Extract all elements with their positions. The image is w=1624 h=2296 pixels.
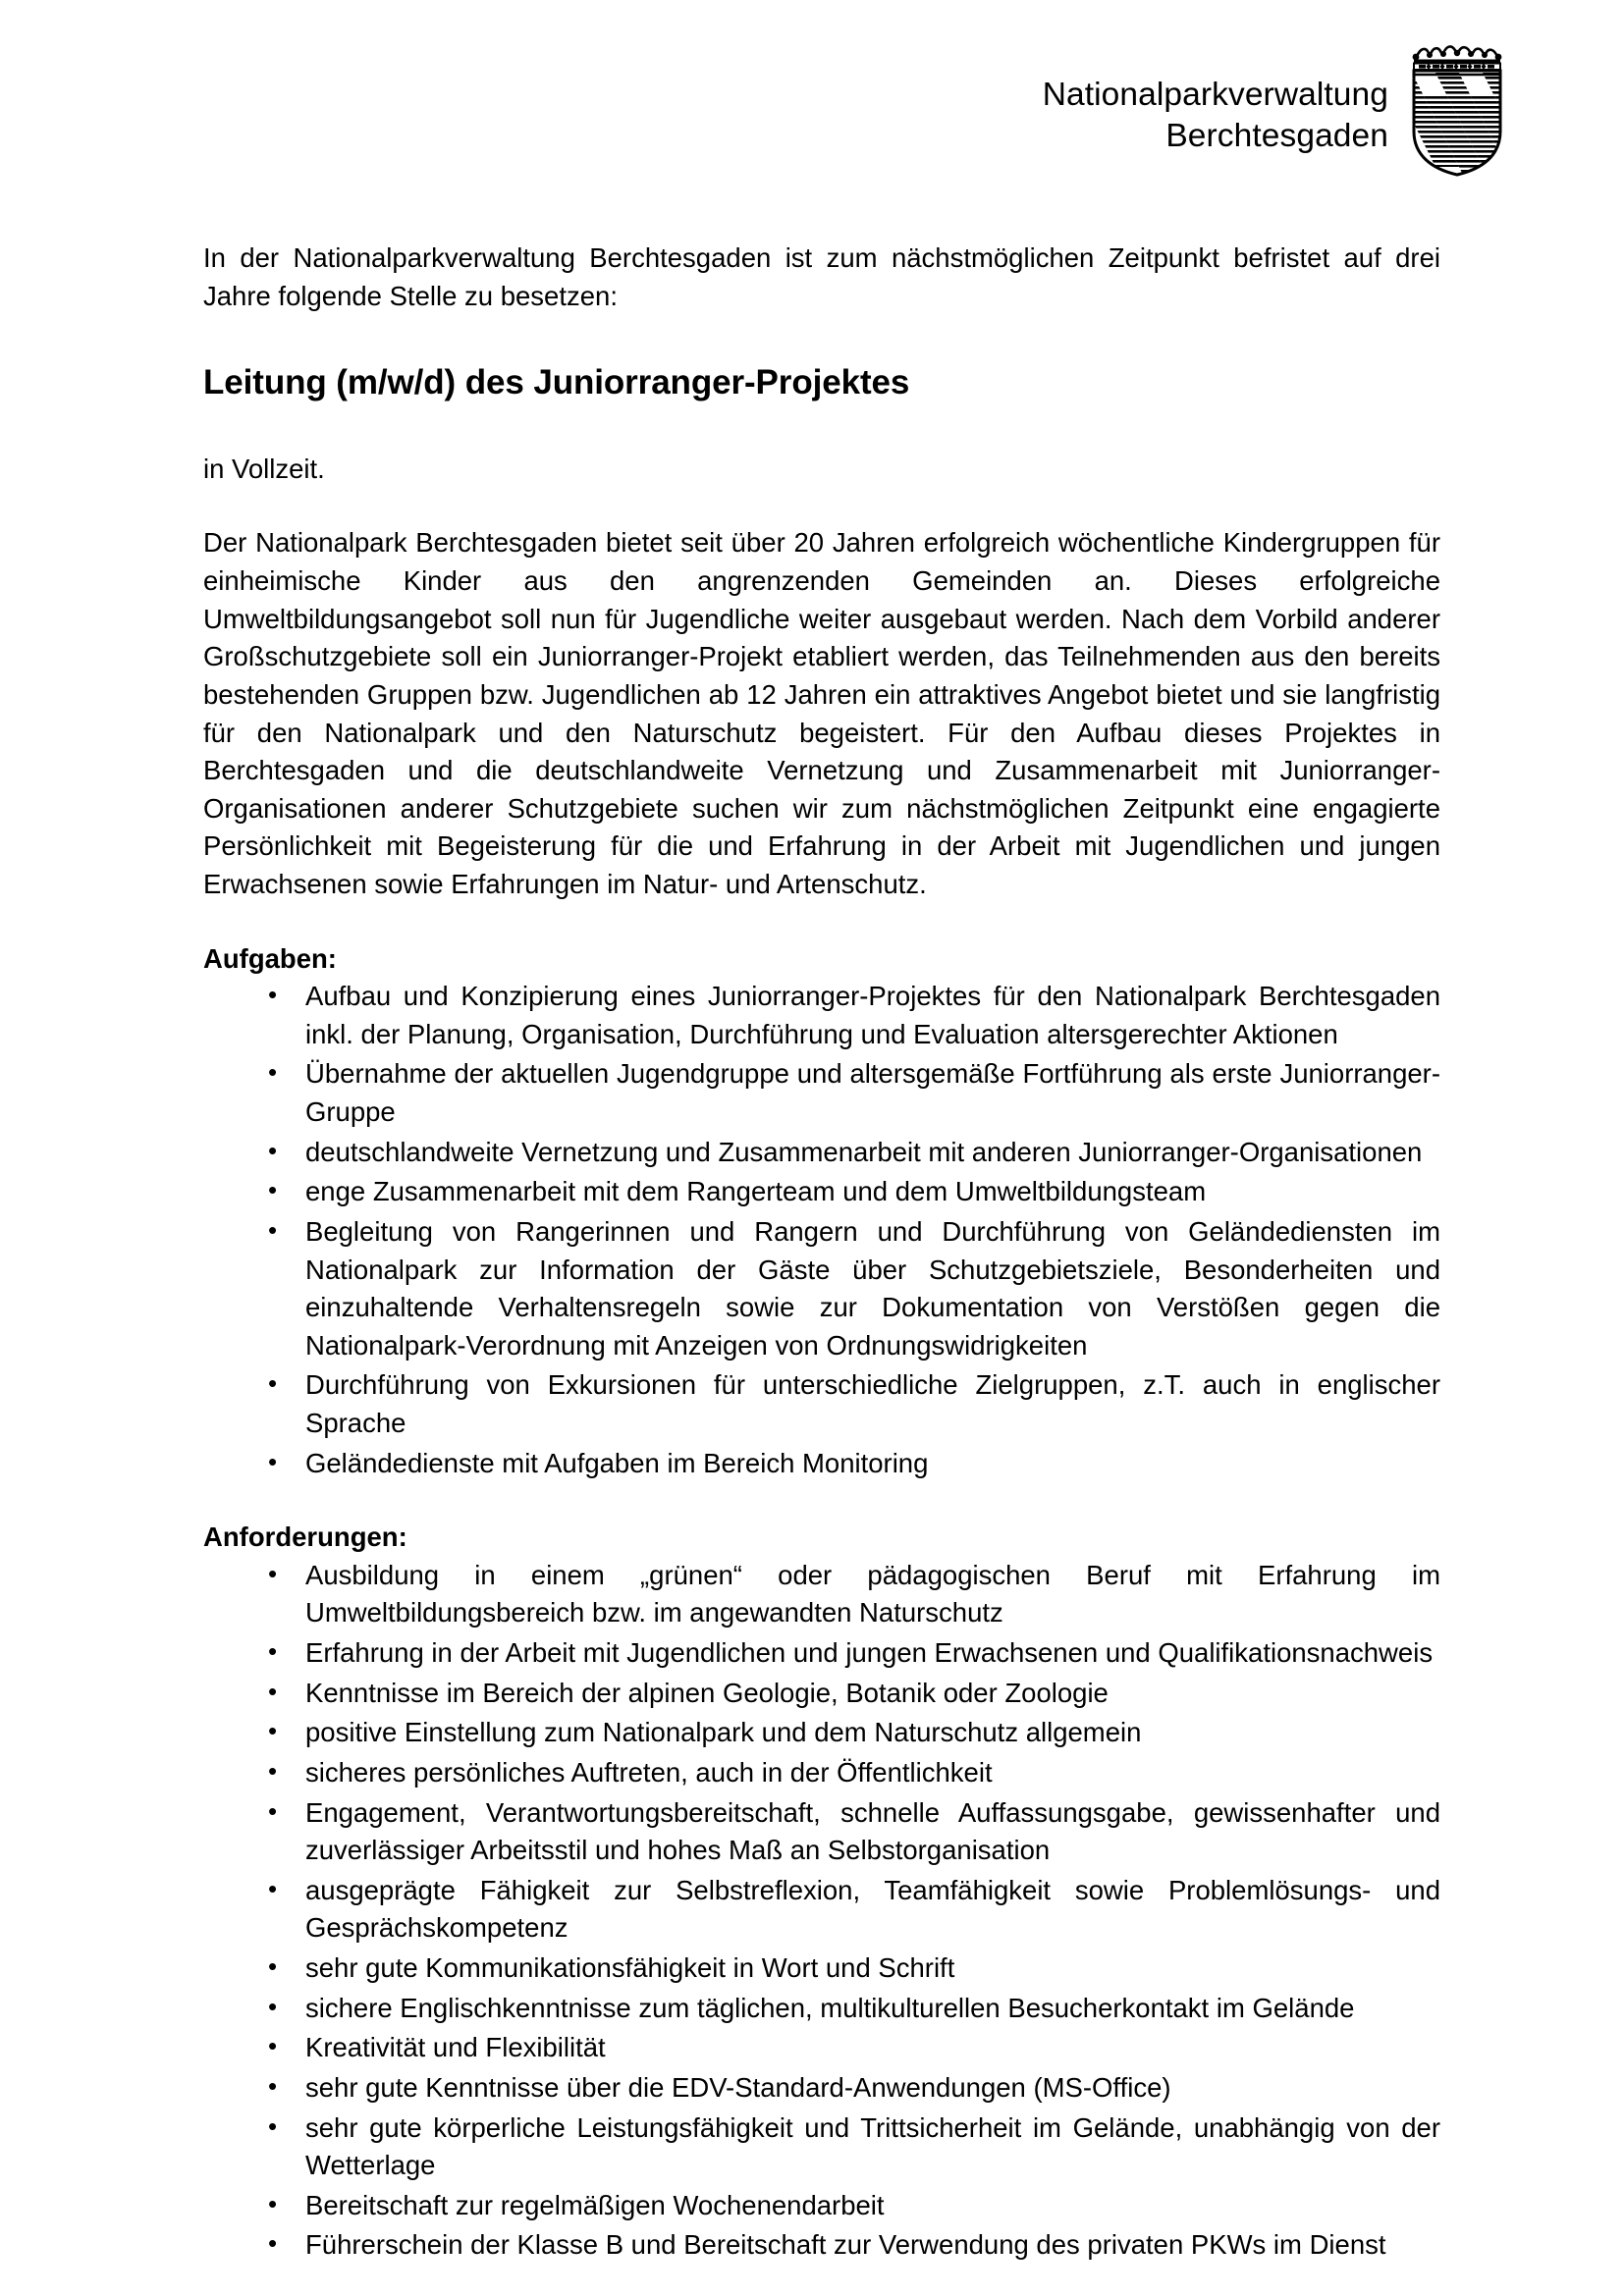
aufgaben-list	[203, 978, 1440, 1482]
spacer	[203, 405, 1440, 451]
list-item: • sehr gute Kenntnisse über die EDV-Standard-Anwendungen (MS-Office)	[262, 2069, 1440, 2108]
list-item: • sehr gute Kommunikationsfähigkeit in Wort und Schrift	[262, 1949, 1440, 1988]
list-item: • enge Zusammenarbeit mit dem Rangerteam und dem Umweltbildungsteam	[262, 1173, 1440, 1211]
document-header	[1043, 37, 1508, 179]
list-item: • Führerschein der Klasse B und Bereitschaft zur Verwendung des privaten PKWs im Dienst	[262, 2226, 1440, 2265]
page-title: Leitung (m/w/d) des Juniorranger-Projektes	[203, 363, 910, 402]
list-item: • Übernahme der aktuellen Jugendgruppe und altersgemäße Fortführung als erste Juniorranger-Gruppe	[262, 1055, 1440, 1131]
list-item: • Geländedienste mit Aufgaben im Bereich Monitoring	[262, 1445, 1440, 1483]
list-item: • sichere Englischkenntnisse zum täglichen, multikulturellen Besucherkontakt im Gelände	[262, 1990, 1440, 2028]
employment-type: in Vollzeit.	[203, 453, 325, 484]
list-item: • deutschlandweite Vernetzung und Zusammenarbeit mit anderen Juniorranger-Organisationen	[262, 1134, 1440, 1172]
document-body	[203, 240, 1440, 2265]
list-item: • Kreativität und Flexibilität	[262, 2029, 1440, 2067]
list-item: • Aufbau und Konzipierung eines Juniorranger-Projektes für den Nationalpark Berchtesgaden inkl. der Planung, Organisation, Durchführung und Evaluation altersgerechter Aktionen	[262, 978, 1440, 1053]
anforderungen-list	[203, 1557, 1440, 2265]
spacer	[203, 315, 1440, 360]
list-item: • Kenntnisse im Bereich der alpinen Geologie, Botanik oder Zoologie	[262, 1675, 1440, 1713]
list-item: • positive Einstellung zum Nationalpark und dem Naturschutz allgemein	[262, 1714, 1440, 1752]
section-heading-aufgaben: Aufgaben:	[203, 942, 337, 974]
organization-name-line2: Berchtesgaden	[1165, 117, 1388, 154]
organization-wordmark	[1043, 37, 1388, 156]
spacer	[203, 904, 1440, 940]
list-item: • sehr gute körperliche Leistungsfähigkeit und Trittsicherheit im Gelände, unabhängig von der Wetterlage	[262, 2109, 1440, 2185]
list-item: • Engagement, Verantwortungsbereitschaft, schnelle Auffassungsgabe, gewissenhafter und zuverlässiger Arbeitsstil und hohes Maß an Selbstorganisation	[262, 1794, 1440, 1870]
organization-name-line1: Nationalparkverwaltung	[1042, 77, 1388, 113]
bavarian-coat-of-arms-icon	[1406, 37, 1508, 179]
list-item: • Bereitschaft zur regelmäßigen Wochenendarbeit	[262, 2187, 1440, 2225]
list-item: • Begleitung von Rangerinnen und Rangern und Durchführung von Geländediensten im Nationalpark zur Information der Gäste über Schutzgebietsziele, Besonderheiten und einzuhaltende Verhaltensregeln sowie zur Dokumentation von Verstößen gegen die Nationalpark-Verordnung mit Anzeigen von Ordnungswidrigkeiten	[262, 1213, 1440, 1365]
spacer	[203, 488, 1440, 524]
list-item: • Erfahrung in der Arbeit mit Jugendlichen und jungen Erwachsenen und Qualifikationsnachweis	[262, 1634, 1440, 1673]
list-item: • Ausbildung in einem „grünen“ oder pädagogischen Beruf mit Erfahrung im Umweltbildungsbereich bzw. im angewandten Naturschutz	[262, 1557, 1440, 1632]
section-heading-anforderungen: Anforderungen:	[203, 1522, 407, 1553]
job-description-paragraph: Der Nationalpark Berchtesgaden bietet seit über 20 Jahren erfolgreich wöchentliche Kindergruppen für einheimische Kinder aus den angrenzenden Gemeinden an. Dieses erfolgreiche Umweltbildungsangebot soll nun für Jugendliche weiter ausgebaut werden. Nach dem Vorbild anderer Großschutzgebiete soll ein Juniorranger-Projekt etabliert werden, das Teilnehmenden aus den bereits bestehenden Gruppen bzw. Jugendlichen ab 12 Jahren ein attraktives Angebot bietet und sie langfristig für den Nationalpark und den Naturschutz begeistert. Für den Aufbau dieses Projektes in Berchtesgaden und die deutschlandweite Vernetzung und Zusammenarbeit mit Juniorranger-Organisationen anderer Schutzgebiete suchen wir zum nächstmöglichen Zeitpunkt eine engagierte Persönlichkeit mit Begeisterung für die und Erfahrung in der Arbeit mit Jugendlichen und jungen Erwachsenen sowie Erfahrungen im Natur- und Artenschutz.	[203, 527, 1440, 899]
intro-paragraph: In der Nationalparkverwaltung Berchtesgaden ist zum nächstmöglichen Zeitpunkt befristet auf drei Jahre folgende Stelle zu besetzen:	[203, 242, 1440, 311]
list-item: • Durchführung von Exkursionen für unterschiedliche Zielgruppen, z.T. auch in englischer Sprache	[262, 1366, 1440, 1442]
list-item: • ausgeprägte Fähigkeit zur Selbstreflexion, Teamfähigkeit sowie Problemlösungs- und Gesprächskompetenz	[262, 1872, 1440, 1948]
list-item: • sicheres persönliches Auftreten, auch in der Öffentlichkeit	[262, 1754, 1440, 1792]
spacer	[203, 1482, 1440, 1519]
